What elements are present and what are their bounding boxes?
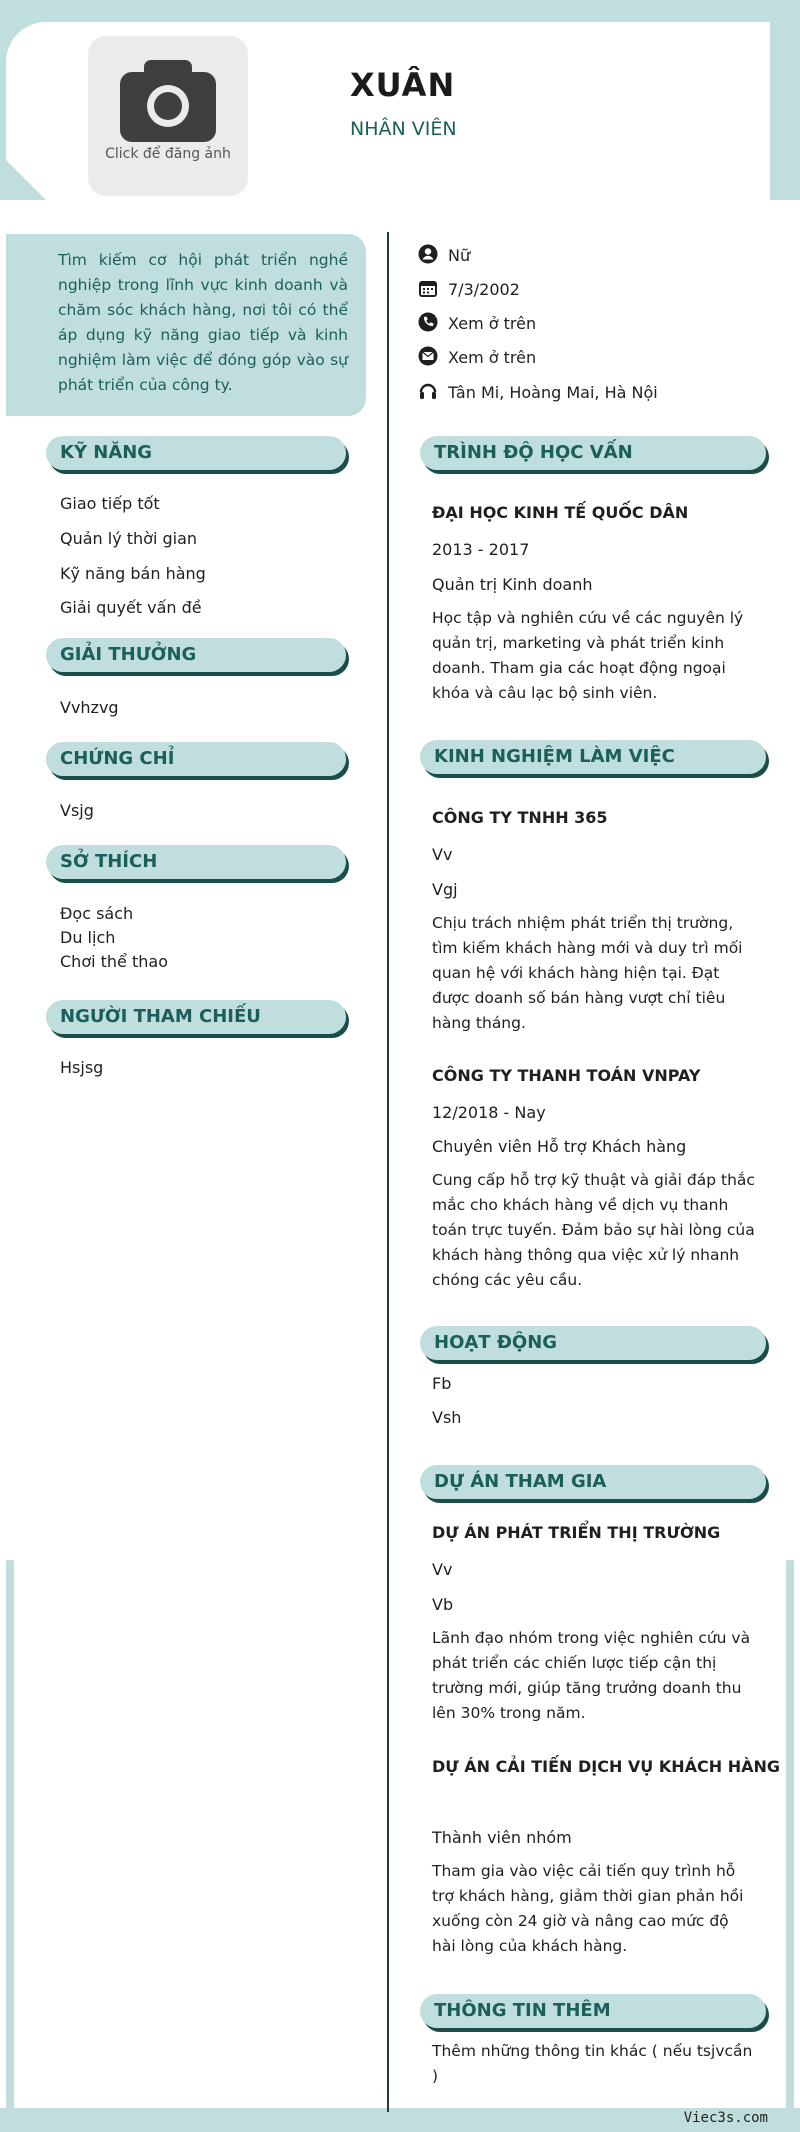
candidate-name: XUÂN <box>350 66 456 104</box>
contact-address: Tân Mi, Hoàng Mai, Hà Nội <box>448 383 658 402</box>
watermark: Viec3s.com <box>683 2110 768 2126</box>
certificate-item: Vsjg <box>60 801 94 820</box>
hobby-item: Chơi thể thao <box>60 952 168 971</box>
contact-gender: Nữ <box>448 246 471 265</box>
section-additional <box>420 1994 766 2028</box>
section-certificates <box>46 742 346 776</box>
objective-text: Tìm kiếm cơ hội phát triển nghề nghiệp trong lĩnh vực kinh doanh và chăm sóc khách hàng, nơi tôi có thể áp dụng kỹ năng giao tiếp và kinh nghiệm làm việc để đóng góp vào sự phát triển của công ty. <box>58 251 348 394</box>
section-hobbies <box>46 845 346 879</box>
hobby-item: Du lịch <box>60 928 116 947</box>
user-icon <box>418 244 438 264</box>
education-period: 2013 - 2017 <box>432 540 530 559</box>
hobby-item: Đọc sách <box>60 904 134 923</box>
education-description: Học tập và nghiên cứu về các nguyên lý quản trị, marketing và phát triển kinh doanh. Tham gia các hoạt động ngoại khóa và câu lạc bộ sinh viên. <box>432 609 744 702</box>
section-awards <box>46 638 346 672</box>
job-description: Chịu trách nhiệm phát triển thị trường, tìm kiếm khách hàng mới và duy trì mối quan hệ với khách hàng hiện tại. Đạt được doanh số bán hàng vượt chỉ tiêu hàng tháng. <box>432 914 743 1032</box>
skill-item: Quản lý thời gian <box>60 529 198 548</box>
column-divider <box>387 232 389 2112</box>
contact-phone: Xem ở trên <box>448 314 537 333</box>
activity-item: Fb <box>432 1374 452 1393</box>
project-name: DỰ ÁN PHÁT TRIỂN THỊ TRƯỜNG <box>432 1523 721 1542</box>
project-name: DỰ ÁN CẢI TIẾN DỊCH VỤ KHÁCH HÀNG <box>432 1757 781 1776</box>
section-experience <box>420 740 766 774</box>
contact-email: Xem ở trên <box>448 348 537 367</box>
section-references <box>46 1000 346 1034</box>
skill-item: Kỹ năng bán hàng <box>60 564 206 583</box>
section-skills <box>46 436 346 470</box>
candidate-position: NHÂN VIÊN <box>350 118 457 140</box>
section-title: NGƯỜI THAM CHIẾU <box>60 1006 261 1027</box>
email-icon <box>418 346 438 366</box>
frame-bottom-right <box>786 1560 794 2120</box>
job-period: 12/2018 - Nay <box>432 1103 546 1122</box>
frame-bottom <box>0 2108 800 2132</box>
section-title: CHỨNG CHỈ <box>60 748 175 769</box>
activity-item: Vsh <box>432 1408 462 1427</box>
frame-bottom-left <box>6 1560 14 2120</box>
section-title: TRÌNH ĐỘ HỌC VẤN <box>434 442 633 463</box>
job-company: CÔNG TY TNHH 365 <box>432 808 608 827</box>
project-role: Vb <box>432 1595 454 1614</box>
section-title: SỞ THÍCH <box>60 851 158 872</box>
skill-item: Giao tiếp tốt <box>60 494 160 513</box>
project-role: Thành viên nhóm <box>432 1828 572 1847</box>
project-description: Lãnh đạo nhóm trong việc nghiên cứu và phát triển các chiến lược tiếp cận thị trường mới, giúp tăng trưởng doanh thu lên 30% trong năm. <box>432 1629 751 1722</box>
section-title: KINH NGHIỆM LÀM VIỆC <box>434 746 675 767</box>
phone-icon <box>418 312 438 332</box>
education-school: ĐẠI HỌC KINH TẾ QUỐC DÂN <box>432 503 689 522</box>
frame-top-right <box>770 0 800 200</box>
job-role: Vgj <box>432 880 458 899</box>
section-title: GIẢI THƯỞNG <box>60 644 197 665</box>
section-education <box>420 436 766 470</box>
calendar-icon <box>418 278 438 298</box>
award-item: Vvhzvg <box>60 698 119 717</box>
section-title: KỸ NĂNG <box>60 442 153 463</box>
project-description: Tham gia vào việc cải tiến quy trình hỗ trợ khách hàng, giảm thời gian phản hồi xuống còn 24 giờ và nâng cao mức độ hài lòng của khách hàng. <box>432 1862 744 1955</box>
job-company: CÔNG TY THANH TOÁN VNPAY <box>432 1066 701 1085</box>
reference-item: Hsjsg <box>60 1058 104 1077</box>
camera-icon[interactable] <box>120 58 216 142</box>
job-role: Chuyên viên Hỗ trợ Khách hàng <box>432 1137 687 1156</box>
education-major: Quản trị Kinh doanh <box>432 575 593 594</box>
photo-hint[interactable]: Click để đăng ảnh <box>105 146 231 162</box>
section-projects <box>420 1465 766 1499</box>
skill-item: Giải quyết vấn đề <box>60 598 202 617</box>
contact-birthday: 7/3/2002 <box>448 280 520 299</box>
header-notch <box>6 160 46 200</box>
section-title: DỰ ÁN THAM GIA <box>434 1471 607 1492</box>
job-period: Vv <box>432 845 453 864</box>
section-title: HOẠT ĐỘNG <box>434 1332 558 1353</box>
section-title: THÔNG TIN THÊM <box>434 2000 611 2021</box>
additional-text: Thêm những thông tin khác ( nếu tsjvcần ) <box>432 2042 753 2085</box>
location-icon <box>418 381 438 401</box>
job-description: Cung cấp hỗ trợ kỹ thuật và giải đáp thắc mắc cho khách hàng về dịch vụ thanh toán trực tuyến. Đảm bảo sự hài lòng của khách hàng thông qua việc xử lý nhanh chóng các yêu cầu. <box>432 1171 755 1289</box>
project-period: Vv <box>432 1560 453 1579</box>
section-activities <box>420 1326 766 1360</box>
